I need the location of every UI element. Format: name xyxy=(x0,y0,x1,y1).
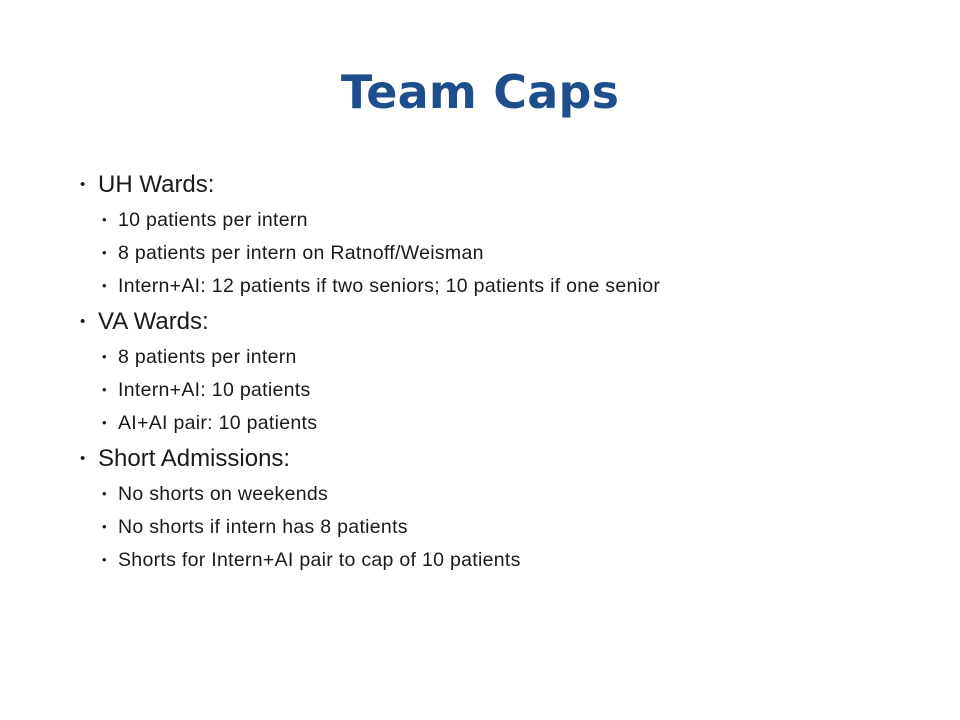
bullet-icon: • xyxy=(102,349,107,364)
bullet-icon: • xyxy=(102,552,107,567)
list-item xyxy=(78,409,918,442)
section-heading-label: VA Wards: xyxy=(98,308,209,335)
bullet-icon: • xyxy=(102,415,107,430)
bullet-icon: • xyxy=(80,176,86,193)
list-item xyxy=(78,376,918,409)
bullet-icon: • xyxy=(80,450,86,467)
list-item-text: Intern+AI: 12 patients if two seniors; 10 patients if one senior xyxy=(118,275,661,297)
list-item-text: No shorts on weekends xyxy=(118,483,329,505)
bullet-icon: • xyxy=(102,519,107,534)
list-item-text: 10 patients per intern xyxy=(118,209,308,231)
section-heading-uh-wards xyxy=(78,168,918,206)
list-item-text: AI+AI pair: 10 patients xyxy=(118,412,318,434)
section-heading-short-admissions xyxy=(78,442,918,480)
list-item-text: Intern+AI: 10 patients xyxy=(118,379,311,401)
bullet-icon: • xyxy=(102,486,107,501)
section-heading-va-wards xyxy=(78,305,918,343)
bullet-icon: • xyxy=(102,278,107,293)
section-heading-label: UH Wards: xyxy=(98,171,215,198)
list-item xyxy=(78,546,918,579)
bullet-list xyxy=(78,168,918,579)
list-item xyxy=(78,239,918,272)
list-item-text: Shorts for Intern+AI pair to cap of 10 patients xyxy=(118,549,521,571)
list-item xyxy=(78,206,918,239)
list-item-text: 8 patients per intern on Ratnoff/Weisman xyxy=(118,242,484,264)
bullet-icon: • xyxy=(102,245,107,260)
bullet-icon: • xyxy=(102,212,107,227)
list-item-text: 8 patients per intern xyxy=(118,346,297,368)
list-item xyxy=(78,343,918,376)
list-item xyxy=(78,480,918,513)
slide-title: Team Caps xyxy=(340,65,620,119)
list-item-text: No shorts if intern has 8 patients xyxy=(118,516,408,538)
bullet-icon: • xyxy=(102,382,107,397)
bullet-icon: • xyxy=(80,313,86,330)
list-item xyxy=(78,272,918,305)
list-item xyxy=(78,513,918,546)
section-heading-label: Short Admissions: xyxy=(98,445,291,472)
